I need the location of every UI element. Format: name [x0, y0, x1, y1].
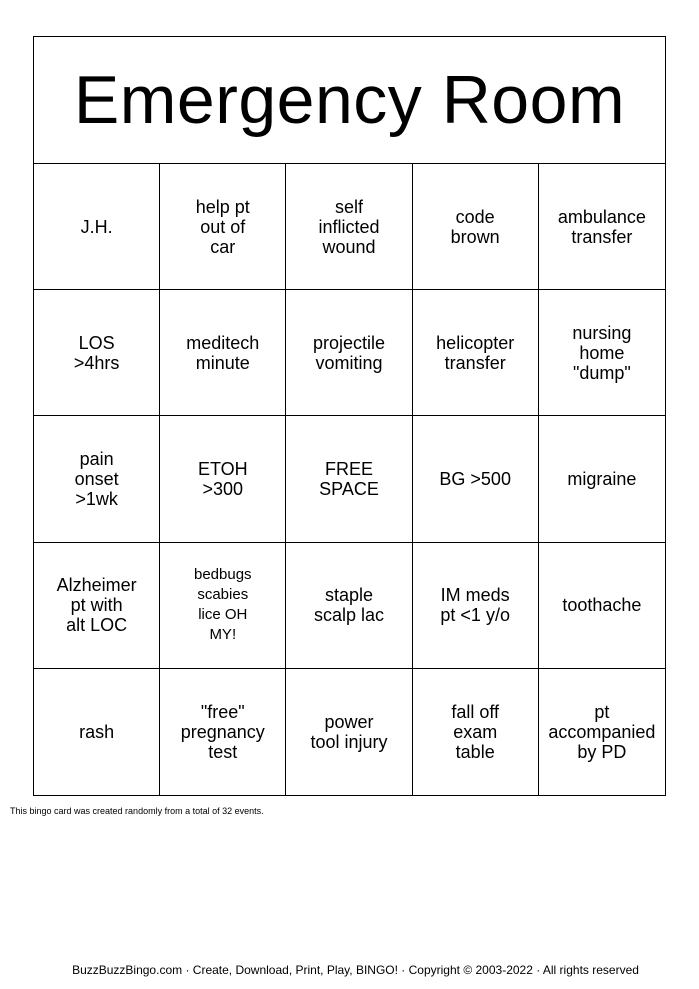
site-footer: BuzzBuzzBingo.com · Create, Download, Print, Play, BINGO! · Copyright © 2003-2022 · All rights reserved [72, 963, 639, 977]
bingo-cell: ambulance transfer [539, 164, 665, 290]
bingo-cell: nursing home "dump" [539, 290, 665, 416]
bingo-cell: helicopter transfer [413, 290, 539, 416]
free-space-cell: FREE SPACE [286, 416, 412, 542]
bingo-cell: Alzheimer pt with alt LOC [34, 543, 160, 669]
bingo-cell: toothache [539, 543, 665, 669]
bingo-cell: code brown [413, 164, 539, 290]
bingo-cell: self inflicted wound [286, 164, 412, 290]
bingo-card [33, 36, 666, 796]
bingo-cell: IM meds pt <1 y/o [413, 543, 539, 669]
bingo-cell: rash [34, 669, 160, 795]
bingo-cell: migraine [539, 416, 665, 542]
bingo-cell: power tool injury [286, 669, 412, 795]
generation-note: This bingo card was created randomly from a total of 32 events. [10, 806, 264, 816]
bingo-cell: LOS >4hrs [34, 290, 160, 416]
bingo-cell: fall off exam table [413, 669, 539, 795]
bingo-cell: "free" pregnancy test [160, 669, 286, 795]
bingo-cell: help pt out of car [160, 164, 286, 290]
bingo-cell: staple scalp lac [286, 543, 412, 669]
bingo-cell: J.H. [34, 164, 160, 290]
bingo-cell: meditech minute [160, 290, 286, 416]
bingo-cell: projectile vomiting [286, 290, 412, 416]
bingo-grid [34, 164, 665, 795]
bingo-cell: pain onset >1wk [34, 416, 160, 542]
bingo-cell: ETOH >300 [160, 416, 286, 542]
bingo-cell: BG >500 [413, 416, 539, 542]
title-box [34, 37, 665, 164]
card-title: Emergency Room [73, 62, 626, 138]
bingo-cell: pt accompanied by PD [548, 701, 656, 762]
bingo-cell: bedbugs scabies lice OH MY! [160, 543, 286, 669]
